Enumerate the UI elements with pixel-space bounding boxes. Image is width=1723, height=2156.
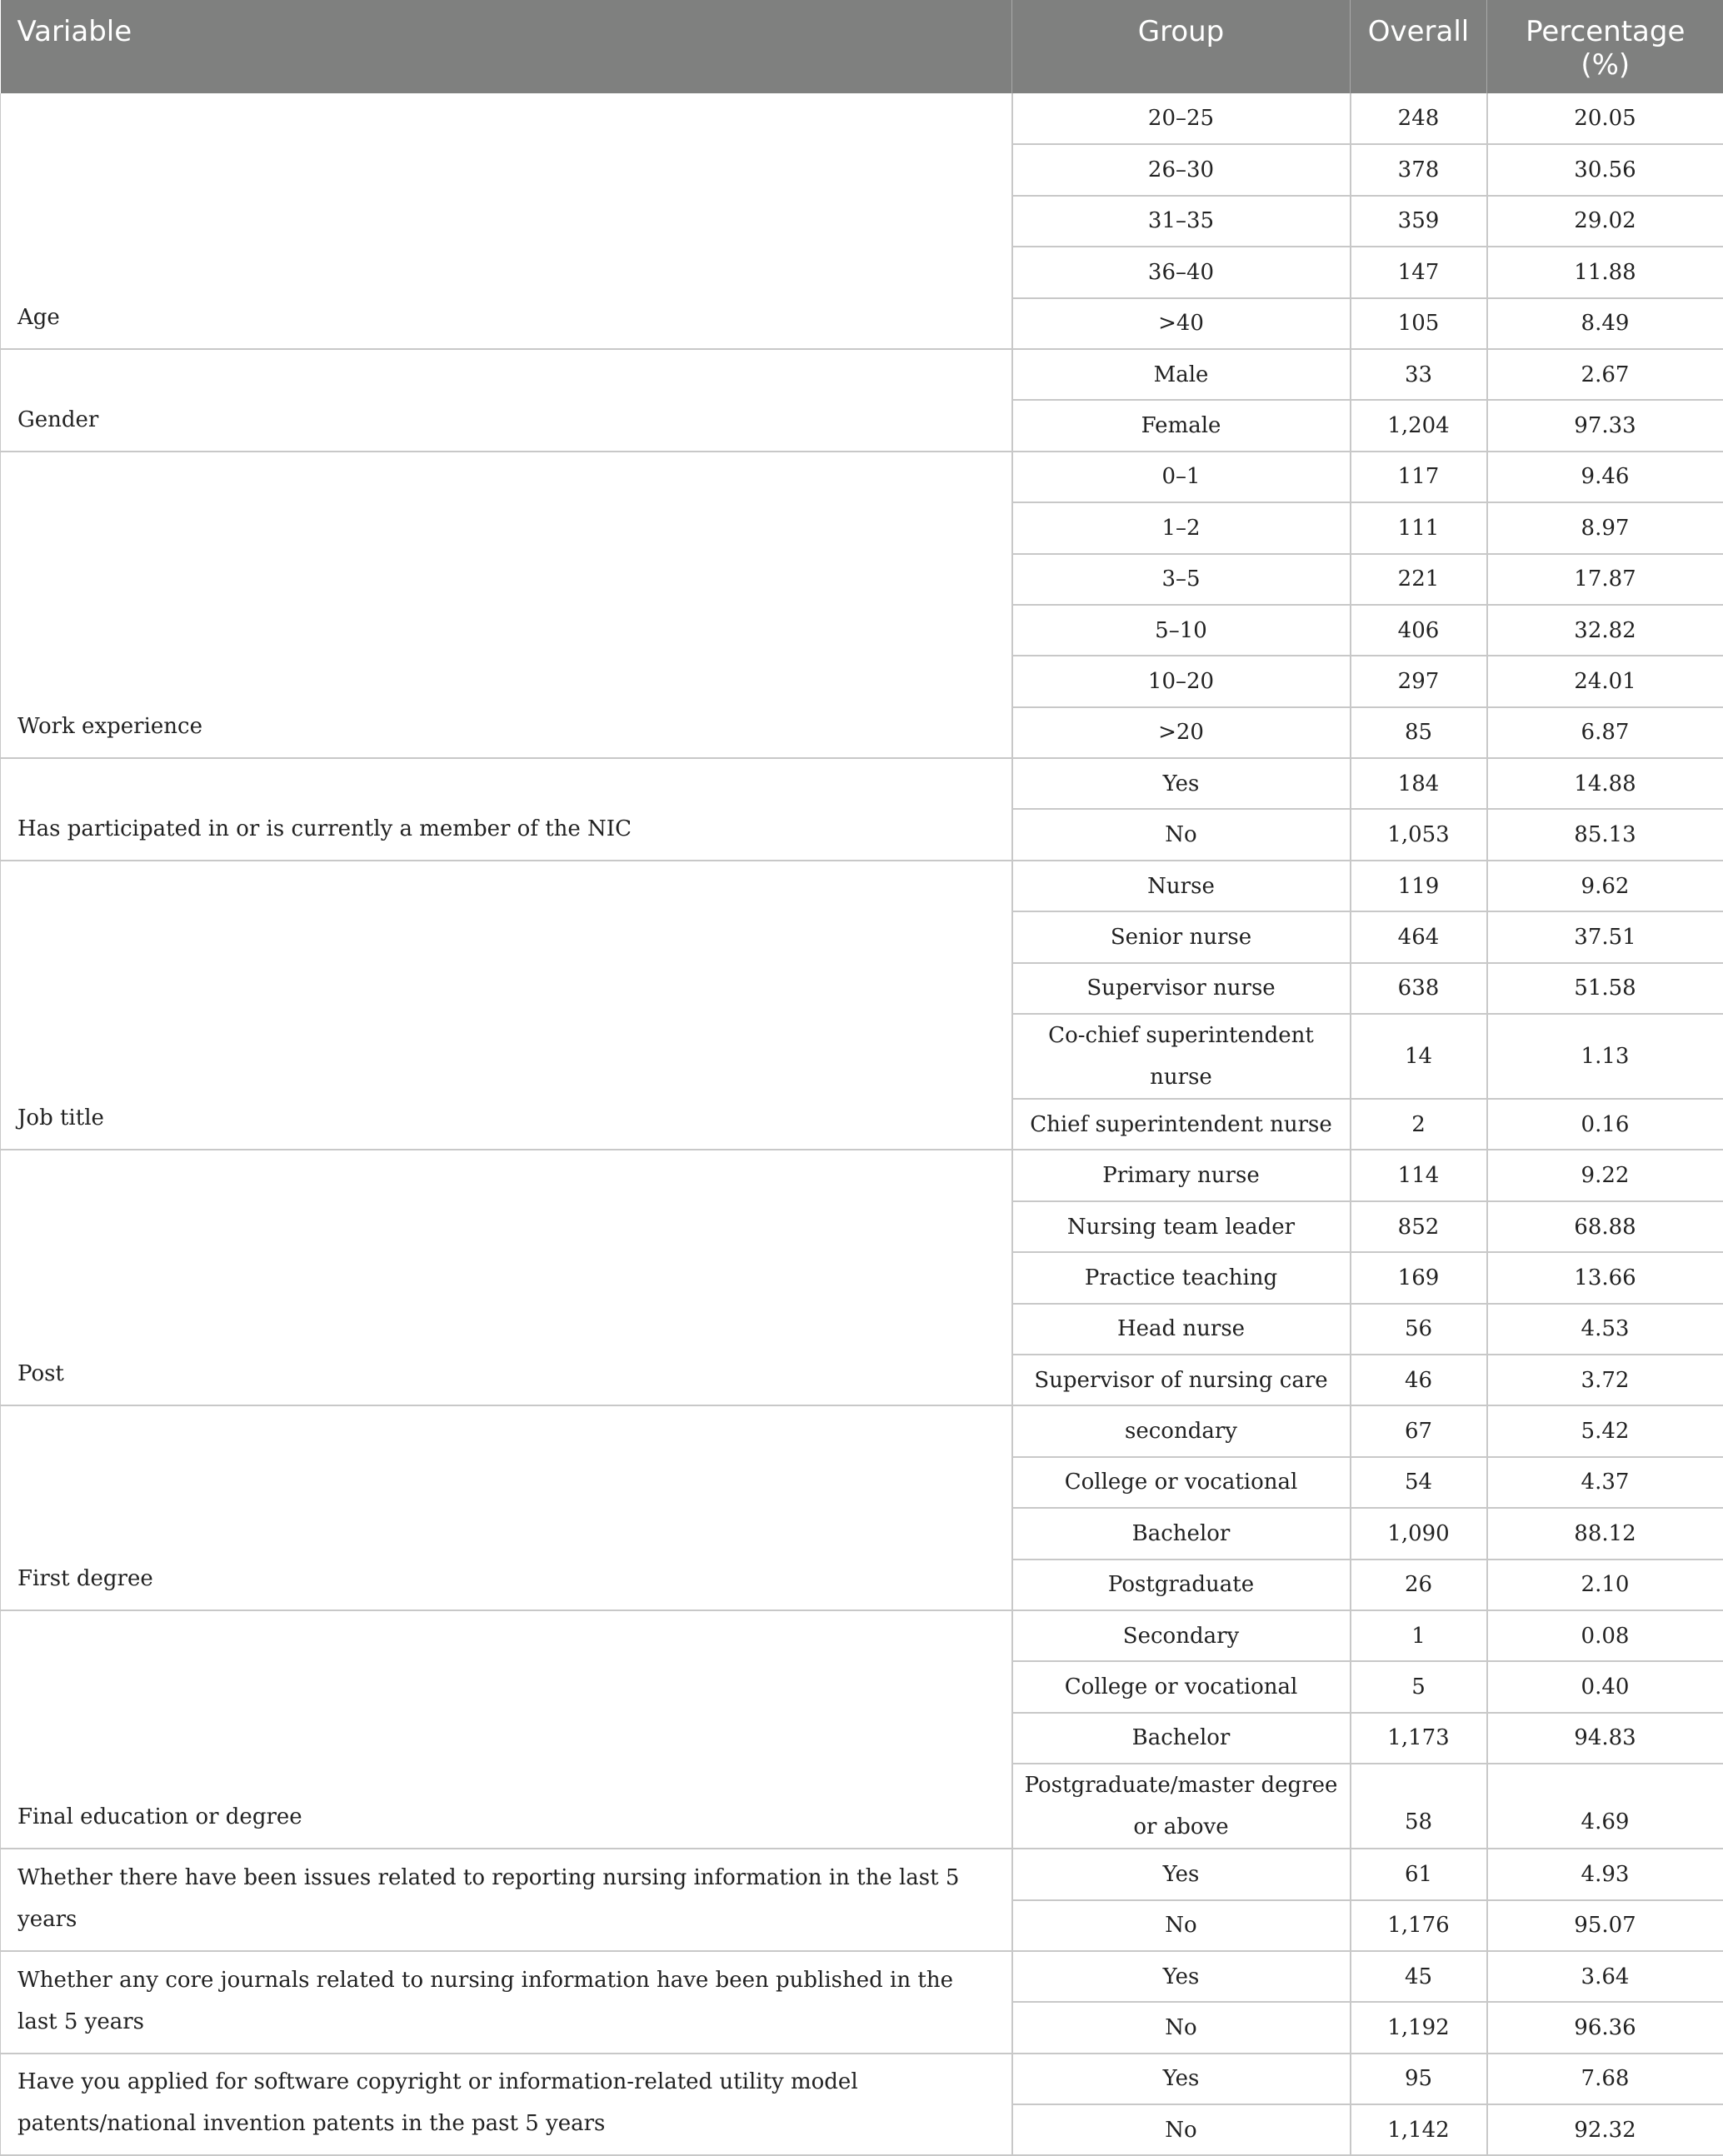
overall-cell: 26 xyxy=(1351,1560,1487,1610)
percentage-cell: 8.49 xyxy=(1487,298,1723,349)
group-cell: Postgraduate xyxy=(1012,1560,1351,1610)
group-cell: Primary nurse xyxy=(1012,1150,1351,1200)
overall-cell: 58 xyxy=(1351,1764,1487,1849)
table-row xyxy=(1,758,1723,809)
variable-cell: Job title xyxy=(1,861,1012,1150)
variable-cell: Have you applied for software copyright or information-related utility model patents/national invention patents in the past 5 years xyxy=(1,2054,1012,2156)
overall-cell: 1,173 xyxy=(1351,1713,1487,1764)
percentage-cell: 9.46 xyxy=(1487,452,1723,502)
group-cell: Female xyxy=(1012,400,1351,451)
header-overall: Overall xyxy=(1351,0,1487,93)
overall-cell: 45 xyxy=(1351,1951,1487,2002)
group-cell: 26–30 xyxy=(1012,144,1351,195)
group-cell: 1–2 xyxy=(1012,502,1351,553)
table-header xyxy=(1,0,1723,93)
group-cell: No xyxy=(1012,809,1351,860)
group-cell: College or vocational xyxy=(1012,1457,1351,1508)
table-row xyxy=(1,93,1723,144)
percentage-cell: 7.68 xyxy=(1487,2054,1723,2104)
overall-cell: 184 xyxy=(1351,758,1487,809)
overall-cell: 54 xyxy=(1351,1457,1487,1508)
percentage-cell: 14.88 xyxy=(1487,758,1723,809)
table-body xyxy=(1,93,1723,2155)
overall-cell: 105 xyxy=(1351,298,1487,349)
group-cell: Chief superintendent nurse xyxy=(1012,1099,1351,1150)
percentage-cell: 13.66 xyxy=(1487,1252,1723,1303)
overall-cell: 248 xyxy=(1351,93,1487,144)
variable-cell: Work experience xyxy=(1,452,1012,758)
percentage-cell: 6.87 xyxy=(1487,707,1723,758)
overall-cell: 46 xyxy=(1351,1355,1487,1405)
table-row xyxy=(1,1951,1723,2002)
percentage-cell: 1.13 xyxy=(1487,1014,1723,1099)
overall-cell: 67 xyxy=(1351,1405,1487,1456)
overall-cell: 111 xyxy=(1351,502,1487,553)
percentage-cell: 17.87 xyxy=(1487,554,1723,605)
overall-cell: 61 xyxy=(1351,1849,1487,1899)
percentage-cell: 8.97 xyxy=(1487,502,1723,553)
percentage-cell: 95.07 xyxy=(1487,1900,1723,1951)
table-row xyxy=(1,1405,1723,1456)
group-cell: 31–35 xyxy=(1012,196,1351,247)
percentage-cell: 30.56 xyxy=(1487,144,1723,195)
variable-cell: Whether any core journals related to nursing information have been published in the last 5 years xyxy=(1,1951,1012,2054)
percentage-cell: 0.16 xyxy=(1487,1099,1723,1150)
group-cell: College or vocational xyxy=(1012,1661,1351,1712)
group-cell: Co-chief superintendent nurse xyxy=(1012,1014,1351,1099)
group-cell: No xyxy=(1012,2104,1351,2155)
group-cell: Yes xyxy=(1012,1849,1351,1899)
percentage-cell: 51.58 xyxy=(1487,963,1723,1014)
overall-cell: 1,053 xyxy=(1351,809,1487,860)
overall-cell: 14 xyxy=(1351,1014,1487,1099)
group-cell: Postgraduate/master degree or above xyxy=(1012,1764,1351,1849)
overall-cell: 378 xyxy=(1351,144,1487,195)
group-cell: Yes xyxy=(1012,1951,1351,2002)
group-cell: secondary xyxy=(1012,1405,1351,1456)
percentage-cell: 32.82 xyxy=(1487,605,1723,656)
overall-cell: 297 xyxy=(1351,656,1487,706)
overall-cell: 169 xyxy=(1351,1252,1487,1303)
table-row xyxy=(1,452,1723,502)
group-cell: Nurse xyxy=(1012,861,1351,911)
percentage-cell: 68.88 xyxy=(1487,1201,1723,1252)
overall-cell: 114 xyxy=(1351,1150,1487,1200)
percentage-cell: 9.62 xyxy=(1487,861,1723,911)
percentage-cell: 0.40 xyxy=(1487,1661,1723,1712)
overall-cell: 85 xyxy=(1351,707,1487,758)
overall-cell: 147 xyxy=(1351,247,1487,297)
percentage-cell: 9.22 xyxy=(1487,1150,1723,1200)
group-cell: Supervisor of nursing care xyxy=(1012,1355,1351,1405)
overall-cell: 638 xyxy=(1351,963,1487,1014)
table-row xyxy=(1,1849,1723,1899)
overall-cell: 406 xyxy=(1351,605,1487,656)
overall-cell: 852 xyxy=(1351,1201,1487,1252)
overall-cell: 56 xyxy=(1351,1304,1487,1355)
header-row xyxy=(1,0,1723,93)
variable-cell: Has participated in or is currently a member of the NIC xyxy=(1,758,1012,861)
percentage-cell: 2.10 xyxy=(1487,1560,1723,1610)
variable-cell: Age xyxy=(1,93,1012,349)
percentage-cell: 88.12 xyxy=(1487,1508,1723,1559)
percentage-cell: 5.42 xyxy=(1487,1405,1723,1456)
group-cell: Secondary xyxy=(1012,1610,1351,1661)
overall-cell: 221 xyxy=(1351,554,1487,605)
overall-cell: 359 xyxy=(1351,196,1487,247)
group-cell: 36–40 xyxy=(1012,247,1351,297)
variable-cell: Post xyxy=(1,1150,1012,1405)
overall-cell: 1,204 xyxy=(1351,400,1487,451)
percentage-cell: 0.08 xyxy=(1487,1610,1723,1661)
group-cell: 20–25 xyxy=(1012,93,1351,144)
percentage-cell: 4.53 xyxy=(1487,1304,1723,1355)
percentage-cell: 4.69 xyxy=(1487,1764,1723,1849)
group-cell: Yes xyxy=(1012,758,1351,809)
group-cell: Head nurse xyxy=(1012,1304,1351,1355)
percentage-cell: 37.51 xyxy=(1487,911,1723,962)
table-row xyxy=(1,1150,1723,1200)
group-cell: 3–5 xyxy=(1012,554,1351,605)
variable-cell: Whether there have been issues related to reporting nursing information in the last 5 years xyxy=(1,1849,1012,1951)
group-cell: Male xyxy=(1012,349,1351,400)
variable-cell: Gender xyxy=(1,349,1012,452)
group-cell: Bachelor xyxy=(1012,1508,1351,1559)
percentage-cell: 24.01 xyxy=(1487,656,1723,706)
header-percentage: Percentage (%) xyxy=(1487,0,1723,93)
overall-cell: 1,142 xyxy=(1351,2104,1487,2155)
overall-cell: 117 xyxy=(1351,452,1487,502)
table-row xyxy=(1,861,1723,911)
percentage-cell: 29.02 xyxy=(1487,196,1723,247)
percentage-cell: 85.13 xyxy=(1487,809,1723,860)
group-cell: >40 xyxy=(1012,298,1351,349)
group-cell: Bachelor xyxy=(1012,1713,1351,1764)
percentage-cell: 3.64 xyxy=(1487,1951,1723,2002)
group-cell: Nursing team leader xyxy=(1012,1201,1351,1252)
overall-cell: 95 xyxy=(1351,2054,1487,2104)
table-row xyxy=(1,349,1723,400)
group-cell: 0–1 xyxy=(1012,452,1351,502)
header-group: Group xyxy=(1012,0,1351,93)
group-cell: 5–10 xyxy=(1012,605,1351,656)
percentage-cell: 97.33 xyxy=(1487,400,1723,451)
percentage-cell: 92.32 xyxy=(1487,2104,1723,2155)
group-cell: >20 xyxy=(1012,707,1351,758)
overall-cell: 1,192 xyxy=(1351,2002,1487,2053)
group-cell: Yes xyxy=(1012,2054,1351,2104)
overall-cell: 1,176 xyxy=(1351,1900,1487,1951)
group-cell: No xyxy=(1012,1900,1351,1951)
overall-cell: 464 xyxy=(1351,911,1487,962)
table-row xyxy=(1,1610,1723,1661)
table-row xyxy=(1,2054,1723,2104)
percentage-cell: 20.05 xyxy=(1487,93,1723,144)
overall-cell: 5 xyxy=(1351,1661,1487,1712)
percentage-cell: 96.36 xyxy=(1487,2002,1723,2053)
group-cell: No xyxy=(1012,2002,1351,2053)
percentage-cell: 4.37 xyxy=(1487,1457,1723,1508)
percentage-cell: 2.67 xyxy=(1487,349,1723,400)
percentage-cell: 11.88 xyxy=(1487,247,1723,297)
group-cell: Supervisor nurse xyxy=(1012,963,1351,1014)
header-variable: Variable xyxy=(1,0,1012,93)
group-cell: Practice teaching xyxy=(1012,1252,1351,1303)
overall-cell: 1 xyxy=(1351,1610,1487,1661)
variable-cell: Final education or degree xyxy=(1,1610,1012,1849)
overall-cell: 119 xyxy=(1351,861,1487,911)
percentage-cell: 94.83 xyxy=(1487,1713,1723,1764)
variable-cell: First degree xyxy=(1,1405,1012,1610)
percentage-cell: 4.93 xyxy=(1487,1849,1723,1899)
overall-cell: 33 xyxy=(1351,349,1487,400)
group-cell: 10–20 xyxy=(1012,656,1351,706)
percentage-cell: 3.72 xyxy=(1487,1355,1723,1405)
overall-cell: 2 xyxy=(1351,1099,1487,1150)
overall-cell: 1,090 xyxy=(1351,1508,1487,1559)
group-cell: Senior nurse xyxy=(1012,911,1351,962)
